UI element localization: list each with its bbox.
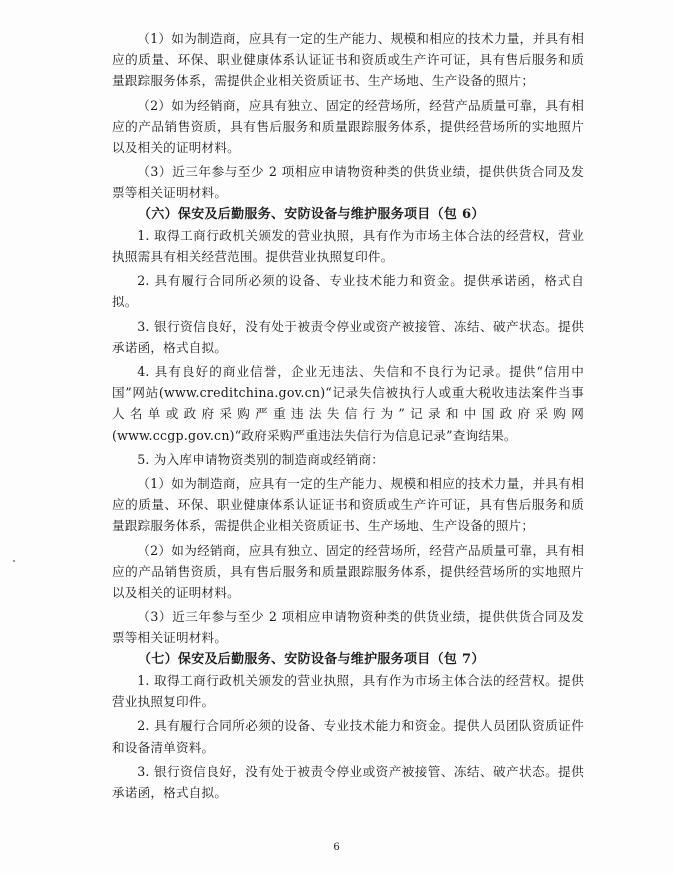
section-7-item-3: 3. 银行资信良好，没有处于被责令停业或资产被接管、冻结、破产状态。提供承诺函，格式自拟。	[112, 763, 584, 800]
section-6-item-1: 1. 取得工商行政机关颁发的营业执照，具有作为市场主体合法的经营权，营业执照需具有相关经营范围。提供营业执照复印件。	[112, 227, 584, 265]
page-number: 6	[333, 842, 340, 853]
paragraph-distributor-requirements: （2）如为经销商，应具有独立、固定的经营场所，经营产品质量可靠，具有相应的产品销售资质，具有售后服务和质量跟踪服务体系，提供经营场所的实地照片以及相关的证明材料。	[112, 97, 584, 156]
paragraph-supply-performance: （3）近三年参与至少 2 项相应申请物资种类的供货业绩，提供供货合同及发票等相关证明材料。	[112, 164, 584, 201]
section-6-item-4: 4. 具有良好的商业信誉，企业无违法、失信和不良行为记录。提供“信用中国”网站(www.creditchina.gov.cn)“记录失信被执行人或重大税收违法案件当事人名单或政府采购严重违法失信行为”记录和中国政府采购网(www.ccgp.gov.cn)“政府采购严重违法失信行为信息记录”查询结果。	[112, 364, 584, 443]
paragraph-manufacturer-requirements: （1）如为制造商，应具有一定的生产能力、规模和相应的技术力量，并具有相应的质量、环保、职业健康体系认证证书和资质或生产许可证，具有售后服务和质量跟踪服务体系，需提供企业相关资质证书、生产场地、生产设备的照片；	[112, 31, 584, 89]
section-6-item-2: 2. 具有履行合同所必须的设备、专业技术能力和资金。提供承诺函，格式自拟。	[112, 273, 584, 310]
section-6-item-5-sub-2: （2）如为经销商，应具有独立、固定的经营场所，经营产品质量可靠，具有相应的产品销售资质，具有售后服务和质量跟踪服务体系，提供经营场所的实地照片以及相关的证明材料。	[112, 542, 584, 601]
document-body	[112, 28, 584, 803]
section-7-heading: （七）保安及后勤服务、安防设备与维护服务项目（包 7）	[138, 651, 485, 667]
scan-speck	[13, 560, 15, 562]
section-6-item-3: 3. 银行资信良好，没有处于被责令停业或资产被接管、冻结、破产状态。提供承诺函，格式自拟。	[112, 318, 584, 355]
section-6-item-5-sub-3: （3）近三年参与至少 2 项相应申请物资种类的供货业绩，提供供货合同及发票等相关证明材料。	[112, 609, 584, 646]
section-7-item-1: 1. 取得工商行政机关颁发的营业执照，具有作为市场主体合法的经营权。提供营业执照复印件。	[112, 672, 584, 710]
section-6-item-5: 5. 为入库申请物资类别的制造商或经销商：	[137, 451, 385, 467]
section-6-item-5-sub-1: （1）如为制造商，应具有一定的生产能力、规模和相应的技术力量，并具有相应的质量、环保、职业健康体系认证证书和资质或生产许可证，具有售后服务和质量跟踪服务体系，需提供企业相关资质证书、生产场地、生产设备的照片；	[112, 476, 584, 534]
section-7-item-2: 2. 具有履行合同所必须的设备、专业技术能力和资金。提供人员团队资质证件和设备清单资料。	[112, 718, 584, 755]
section-6-heading: （六）保安及后勤服务、安防设备与维护服务项目（包 6）	[138, 206, 485, 222]
